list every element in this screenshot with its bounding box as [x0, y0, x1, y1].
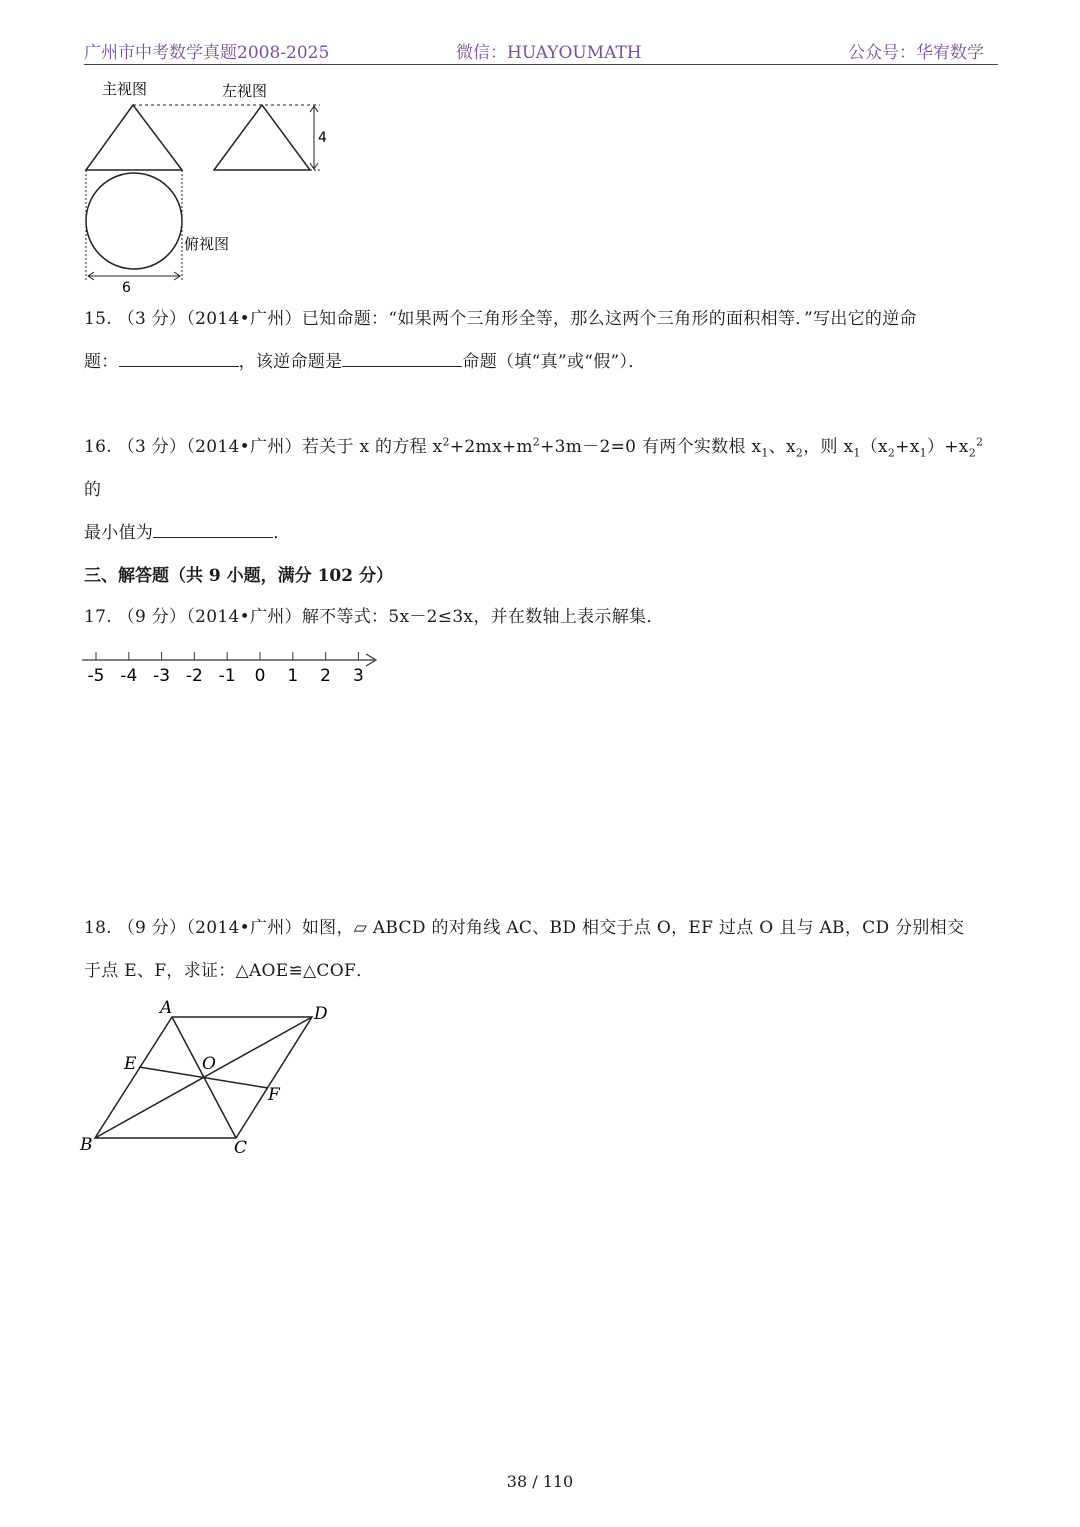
- q16-t6: （x: [860, 437, 888, 457]
- q16-sub-f: 2: [968, 446, 976, 460]
- three-views-figure: [78, 72, 348, 298]
- tick-label: 0: [254, 666, 266, 686]
- q16-blank[interactable]: [153, 521, 273, 538]
- q17-text: 17. （9 分）（2014•广州）解不等式：5x－2≤3x，并在数轴上表示解集．: [84, 607, 664, 627]
- q16-t2: +2mx+m: [449, 437, 533, 457]
- point-d-label: D: [314, 1004, 328, 1024]
- tick-label: 2: [320, 666, 332, 686]
- tick-label: -4: [120, 666, 138, 686]
- q16-sub-b: 2: [795, 446, 804, 460]
- tick-label: -5: [87, 666, 105, 686]
- question-18: [84, 907, 1000, 993]
- point-e-label: E: [124, 1054, 137, 1074]
- top-view-circle: [86, 173, 182, 269]
- q16-t1: 16. （3 分）（2014•广州）若关于 x 的方程 x: [84, 437, 443, 457]
- q16-sub-a: 1: [761, 446, 769, 460]
- q16-sub-c: 1: [853, 446, 861, 460]
- number-line: [80, 648, 385, 690]
- q16-sub-d: 2: [887, 446, 896, 460]
- q18-line1: 18. （9 分）（2014•广州）如图，▱ ABCD 的对角线 AC、BD 相交于点 O，EF 过点 O 且与 AB，CD 分别相交: [84, 918, 965, 938]
- height-value: 4: [318, 130, 327, 146]
- header-title: 广州市中考数学真题2008-2025: [84, 43, 330, 63]
- point-f-label: F: [268, 1085, 280, 1105]
- tick-label: -1: [218, 666, 236, 686]
- question-17: [84, 596, 1000, 639]
- q16-line2: [84, 512, 1000, 555]
- q15-text-b: ，该逆命题是: [238, 352, 343, 372]
- q15-blank-1[interactable]: [119, 350, 239, 367]
- q15-blank-2[interactable]: [342, 350, 462, 367]
- q16-sup-c: 2: [976, 435, 984, 449]
- tick-label: 1: [287, 666, 299, 686]
- q16-t4: 、x: [768, 437, 796, 457]
- tick-label: -3: [153, 666, 171, 686]
- q16-t9: 的: [84, 480, 102, 500]
- number-line-ticks: [88, 652, 364, 686]
- q15-text-c: 命题（填“真”或“假”）．: [462, 352, 646, 372]
- section-3-heading: 三、解答题（共 9 小题，满分 102 分）: [84, 566, 393, 586]
- q16-line2-end: ．: [273, 523, 291, 543]
- q18-line2: 于点 E、F，求证：△AOE≌△COF．: [84, 961, 374, 981]
- q16-t3: +3m－2=0 有两个实数根 x: [540, 437, 762, 457]
- point-a-label: A: [160, 998, 173, 1018]
- q16-line1: [84, 426, 1000, 512]
- q16-sub-e: 1: [919, 446, 927, 460]
- q15-text-a: 题：: [84, 352, 119, 372]
- front-view-triangle: [86, 105, 182, 170]
- q16-t8: ）+x: [926, 437, 969, 457]
- page-number: 38 / 110: [506, 1472, 574, 1491]
- point-b-label: B: [80, 1135, 93, 1155]
- front-view-label: 主视图: [102, 80, 148, 98]
- header-account: 公众号：华宥数学: [848, 43, 984, 63]
- side-view-triangle: [214, 105, 310, 170]
- question-15: [84, 298, 1000, 384]
- q16-t7: +x: [895, 437, 920, 457]
- point-o-label: O: [202, 1054, 216, 1074]
- q16-sup-a: 2: [442, 435, 450, 449]
- tick-label: -2: [185, 666, 203, 686]
- point-c-label: C: [234, 1138, 248, 1158]
- top-view-label: 俯视图: [184, 235, 230, 253]
- parallelogram-figure: [76, 996, 346, 1158]
- width-value: 6: [122, 280, 131, 296]
- q16-sup-b: 2: [532, 435, 541, 449]
- q15-line2: [84, 341, 1000, 384]
- q15-line1: 15. （3 分）（2014•广州）已知命题：“如果两个三角形全等，那么这两个三角形的面积相等．”写出它的逆命: [84, 309, 917, 329]
- q16-line2-text: 最小值为: [84, 523, 154, 543]
- page-header: [84, 38, 998, 65]
- header-wechat: 微信：HUAYOUMATH: [456, 43, 642, 63]
- tick-label: 3: [352, 666, 364, 686]
- side-view-label: 左视图: [222, 82, 268, 100]
- question-16: [84, 426, 1000, 555]
- q16-t5: ，则 x: [803, 437, 854, 457]
